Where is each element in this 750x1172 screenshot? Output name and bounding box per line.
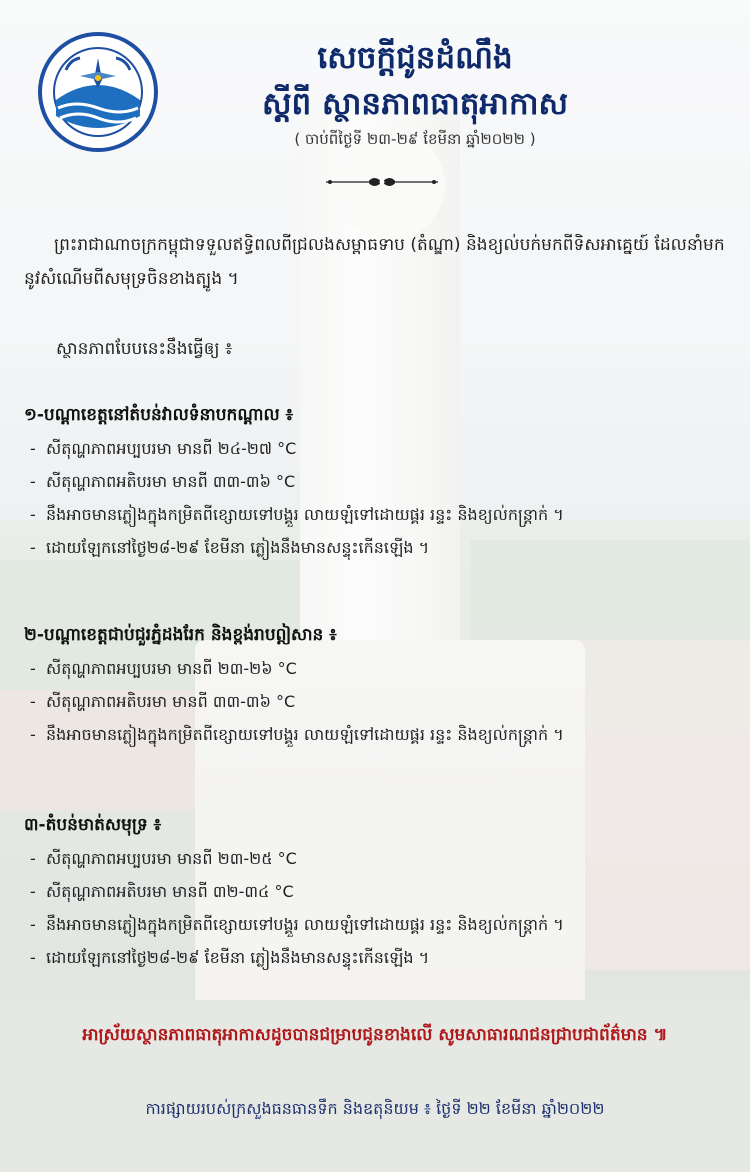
list-item: - សីតុណ្ហភាពអប្បបរមា មានពី ២៣-២៦ °C bbox=[30, 659, 297, 678]
section-heading: ១-បណ្តាខេត្តនៅតំបន់វាលទំនាបកណ្តាល ៖ bbox=[24, 405, 294, 425]
list-item: - នឹងអាចមានភ្លៀងក្នុងកម្រិតពីខ្សោយទៅបង្គួរ លាយឡំទៅដោយផ្គរ រន្ទះ និងខ្យល់កន្ត្រាក់ ។ bbox=[30, 915, 564, 934]
region-section-coastal bbox=[24, 810, 724, 974]
region-section-central bbox=[24, 400, 724, 564]
intro-paragraph: ព្រះរាជាណាចក្រកម្ពុជាទទួលឥទ្ធិពលពីជ្រលងសម្ពាធទាប (តំណ្ឌា) និងខ្យល់បក់មកពីទិសអាគ្នេយ៍ ដែលនាំមកនូវសំណើមពីសមុទ្រចិនខាងត្បូង ។ bbox=[24, 235, 725, 289]
list-item: - សីតុណ្ហភាពអប្បបរមា មានពី ២៤-២៧ °C bbox=[30, 439, 297, 458]
list-item: - ដោយឡែកនៅថ្ងៃ២៨-២៩ ខែមីនា ភ្លៀងនឹងមានសន្ទុះកើនឡើង ។ bbox=[30, 948, 430, 967]
section-heading: ៣-តំបន់មាត់សមុទ្រ ៖ bbox=[24, 815, 162, 835]
list-item: - នឹងអាចមានភ្លៀងក្នុងកម្រិតពីខ្សោយទៅបង្គួរ លាយឡំទៅដោយផ្គរ រន្ទះ និងខ្យល់កន្ត្រាក់ ។ bbox=[30, 725, 564, 744]
list-item: - សីតុណ្ហភាពអតិបរមា មានពី ៣២-៣៤ °C bbox=[30, 882, 294, 901]
list-item: - សីតុណ្ហភាពអប្បបរមា មានពី ២៣-២៥ °C bbox=[30, 849, 297, 868]
period-subtitle: ( ចាប់ពីថ្ងៃទី ២៣-២៩ ខែមីនា ឆ្នាំ២០២២ ) bbox=[294, 130, 536, 148]
list-item: - នឹងអាចមានភ្លៀងក្នុងកម្រិតពីខ្សោយទៅបង្គួរ លាយឡំទៅដោយផ្គរ រន្ទះ និងខ្យល់កន្ត្រាក់ ។ bbox=[30, 505, 564, 524]
title-line-1: សេចក្តីជូនដំណឹង bbox=[317, 40, 513, 76]
section-heading: ២-បណ្តាខេត្តជាប់ជួរភ្នំដងរែក និងខ្ពង់រាបឦសាន ៖ bbox=[24, 625, 337, 645]
list-item: - ដោយឡែកនៅថ្ងៃ២៨-២៩ ខែមីនា ភ្លៀងនឹងមានសន្ទុះកើនឡើង ។ bbox=[30, 538, 430, 557]
list-item: - សីតុណ្ហភាពអតិបរមា មានពី ៣៣-៣៦ °C bbox=[30, 692, 296, 711]
ornament-divider bbox=[322, 172, 442, 192]
region-section-highlands bbox=[24, 620, 724, 751]
ministry-logo bbox=[36, 30, 160, 154]
public-notice: អាស្រ័យស្ថានភាពធាតុអាកាសដូចបានជម្រាបជូនខាងលើ សូមសាធារណជនជ្រាបជាព័ត៌មាន ៕ bbox=[82, 1025, 668, 1045]
lead-sentence: ស្ថានភាពបែបនេះនឹងធ្វើឲ្យ ៖ bbox=[56, 339, 233, 359]
title-line-2: ស្តីពី ស្ថានភាពធាតុអាកាស bbox=[262, 86, 568, 122]
footer-credit: ការផ្សាយរបស់ក្រសួងធនធានទឹក និងឧតុនិយម ៖ ថ្ងៃទី ២២ ខែមីនា ឆ្នាំ២០២២ bbox=[145, 1099, 605, 1118]
list-item: - សីតុណ្ហភាពអតិបរមា មានពី ៣៣-៣៦ °C bbox=[30, 472, 296, 491]
